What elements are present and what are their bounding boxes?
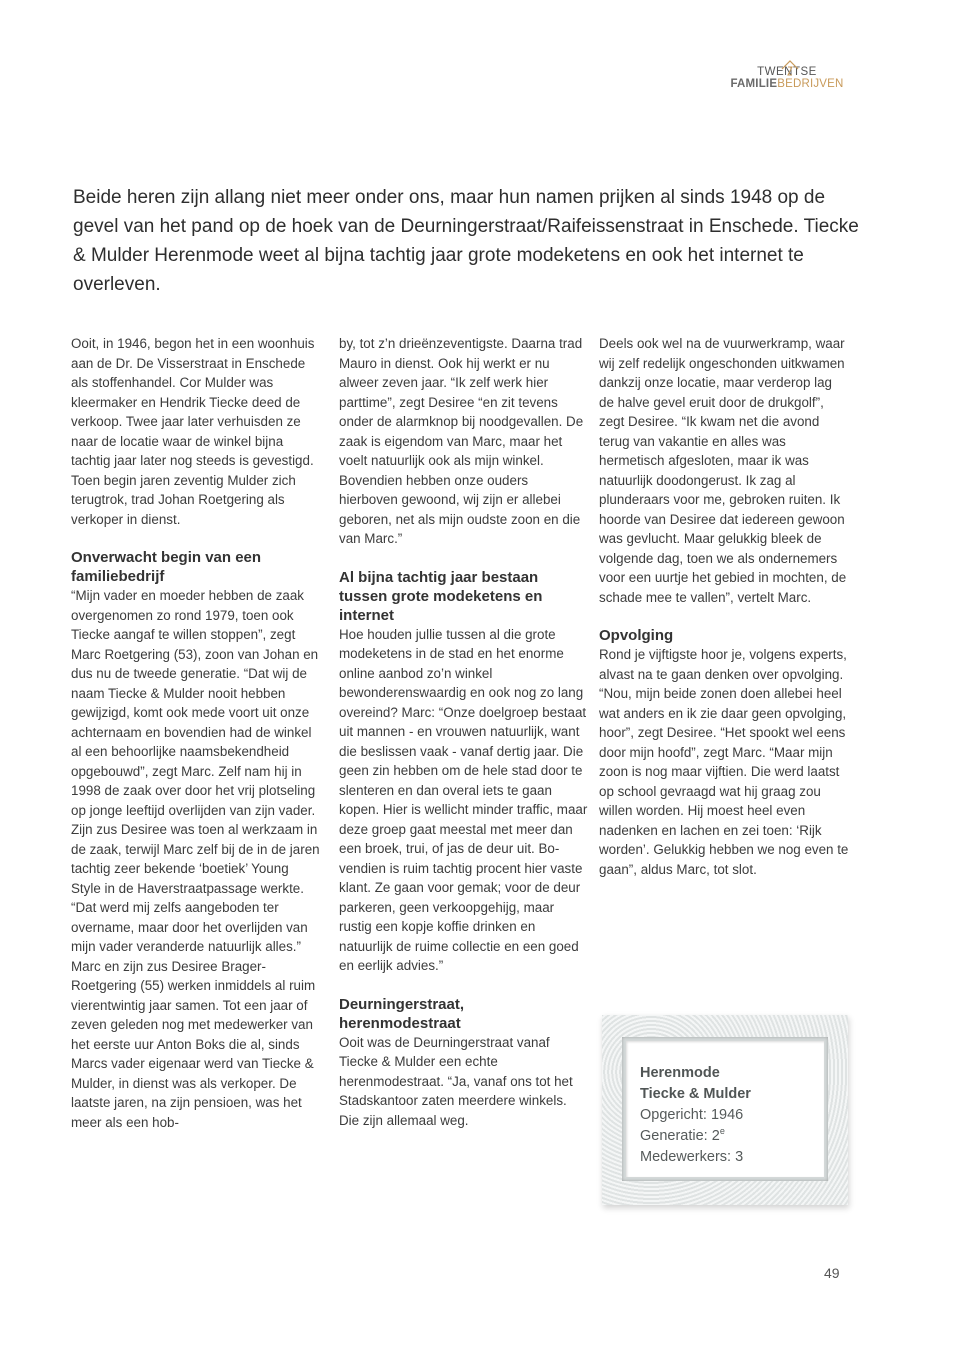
fact-generation-suffix: e <box>719 1126 725 1137</box>
fact-founded-label: Opgericht: <box>640 1107 707 1123</box>
paragraph: Deels ook wel na de vuurwerkramp, waar wij zelf redelijk ongeschonden uitkwamen dankzij onze locatie, maar verderop lag de halve gevel eruit door de drukgolf”, zegt Desiree. “Ik kwam net die avond terug van vakantie en alles was hermetisch afgesloten, maar ik was natuurlijk doodongerust. Ik zag al plunderaars voor me, gebroken ruiten. Ik hoorde van Desiree dat iedereen gewoon was gevlucht. Maar gelukkig bleek de volgende dag, toen we als ondernemers voor een uurtje het gebied in mochten, de schade mee te vallen”, vertelt Marc. <box>599 336 847 605</box>
fact-generation-label: Generatie: <box>640 1128 708 1144</box>
fact-employees-label: Medewerkers: <box>640 1149 732 1165</box>
paragraph: Hoe houden jullie tussen al die grote modeketens in de stad en het enorme online aanbod zo’n winkel bewonderenswaardig en ook nog zo lang overeind? Marc: “Onze doelgroep bestaat uit mannen - en vrouwen natuurlijk, want die beslissen vaak - vanaf dertig jaar. Die geen zin hebben om de hele stad door te slenteren en dan overal iets te gaan kopen. Hier is wellicht minder traffic, maar deze groep gaat meestal met meer dan een broek, trui, of jas de deur uit. Bovendien is ruim tachtig procent hier vaste klant. Ze gaan voor gemak; voor de deur parkeren, geen verkoopgehijg, maar rustig een kopje koffie drinken en natuurlijk de ruime collectie en een goed en eerlijk advies.” <box>339 626 588 973</box>
fact-generation-value: 2 <box>711 1128 720 1144</box>
frame-canvas <box>626 1041 824 1177</box>
section-heading: Al bijna tachtig jaar bestaan tussen grote modeketens en internet <box>339 568 543 624</box>
section-heading: Opvolging <box>599 627 674 644</box>
fact-box-picture-frame <box>602 1015 848 1205</box>
logo-bottom-line <box>722 78 852 91</box>
intro-paragraph: Beide heren zijn allang niet meer onder ons, maar hun namen prijken al sinds 1948 op de gevel van het pand op de hoek van de Deurningerstraat/Raifeissenstraat in Enschede. Tiecke & Mulder Herenmode weet al bijna tachtig jaar grote modeketens en ook het internet te overleven. <box>73 187 859 295</box>
fact-box-title-line1: Herenmode <box>640 1065 720 1081</box>
paragraph: Ooit, in 1946, begon het in een woonhuis aan de Dr. De Visserstraat in Enschede als stoffenhandel. Cor Mulder was kleermaker en Hendrik Tiecke deed de verkoop. Twee jaar later verhuisden ze naar de locatie waar de winkel bijna tachtig jaar later nog steeds is gevestigd. Toen begin jaren zeventig Mulder zich terugtrok, trad Johan Roetgering als verkoper in dienst. <box>71 336 315 527</box>
fact-founded <box>640 1105 751 1126</box>
frame-inner-border <box>622 1037 828 1181</box>
logo-twentse-familiebedrijven <box>722 66 852 91</box>
fact-founded-value: 1946 <box>710 1107 744 1123</box>
section-heading: Onverwacht begin van een familiebedrijf <box>71 549 262 585</box>
logo-word-twentse: TWENTSE <box>757 66 817 78</box>
article-column-2 <box>339 334 589 1130</box>
paragraph: “Mijn vader en moeder hebben de zaak overgenomen zo rond 1979, toen ook Tiecke aangaf te willen stoppen”, zegt Marc Roetgering (53), zoon van Johan en dus nu de tweede generatie. “Dat wij de naam Tiecke & Mulder nooit hebben gewijzigd, komt ook mede voort uit onze achternaam en bovendien had de winkel al een behoorlijke naamsbekendheid opgebouwd”, zegt Marc. Zelf nam hij in 1998 de zaak over door het vrij plotseling op jonge leeftijd overlijden van zijn vader. Zijn zus Desiree was toen al werkzaam in de zaak, terwijl Marc zelf bij de in de jaren tachtig zeer bekende ‘boetiek’ Young Style in de Haverstraatpassage werkte. “Dat werd mij zelfs aangeboden ter overname, maar door het overlijden van mijn vader veranderde natuurlijk alles.” Marc en zijn zus Desiree Brager-Roetgering (55) werken inmiddels al ruim vierentwintig jaar samen. Tot een jaar of zeven geleden nog met medewerker van het eerste uur Anton Boks die al, sinds Marcs vader eigenaar werd van Tiecke & Mulder, in dienst was als verkoper. De laatste jaren, na zijn pensioen, was het meer als een hob- <box>71 588 320 1130</box>
article-column-3 <box>599 334 849 879</box>
paragraph: Rond je vijftigste hoor je, volgens experts, alvast na te gaan denken over opvolging. “Nou, mijn beide zonen doen allebei heel wat anders en ik zie daar geen opvolging, hoor”, zegt Desiree. “Het spookt wel eens door mijn hoofd”, zegt Marc. “Maar mijn zoon is nog maar vijftien. Die werd laatst op school gevraagd wat hij graag zou willen worden. Hij moest heel even nadenken en lachen en zei toen: ‘Rijk worden’. Gelukkig hebben we nog even te gaan”, aldus Marc, tot slot. <box>599 647 849 877</box>
fact-employees-value: 3 <box>735 1149 744 1165</box>
page-number: 49 <box>824 1265 840 1281</box>
fact-generation <box>640 1126 751 1147</box>
article-column-1 <box>71 334 321 1132</box>
fact-box-text <box>640 1063 751 1168</box>
house-roof-icon <box>780 59 800 77</box>
fact-employees <box>640 1147 751 1168</box>
paragraph: by, tot z’n drieënzeventigste. Daarna trad Mauro in dienst. Ook hij werkt er nu alweer zeven jaar. “Ik zelf werk hier parttime”, zegt Desiree “en zit tevens onder de alarmknop bij noodgevallen. De zaak is eigendom van Marc, maar het voelt natuurlijk ook als mijn winkel. Bovendien hebben onze ouders hierboven gewoond, wij zijn er allebei geboren, net als mijn oudste zoon en die van Marc.” <box>339 336 584 546</box>
fact-box-title-line2: Tiecke & Mulder <box>640 1086 751 1102</box>
logo-top-line <box>722 66 852 78</box>
section-heading: Deurningerstraat, herenmodestraat <box>339 995 465 1032</box>
logo-word-familie: FAMILIE <box>730 78 778 90</box>
paragraph: Ooit was de Deurningerstraat vanaf Tiecke & Mulder een echte herenmodestraat. “Ja, vanaf ons tot het Stadskantoor zaten meerdere winkels. Die zijn allemaal weg. <box>339 1034 573 1128</box>
logo-word-bedrijven: BEDRIJVEN <box>777 78 844 90</box>
